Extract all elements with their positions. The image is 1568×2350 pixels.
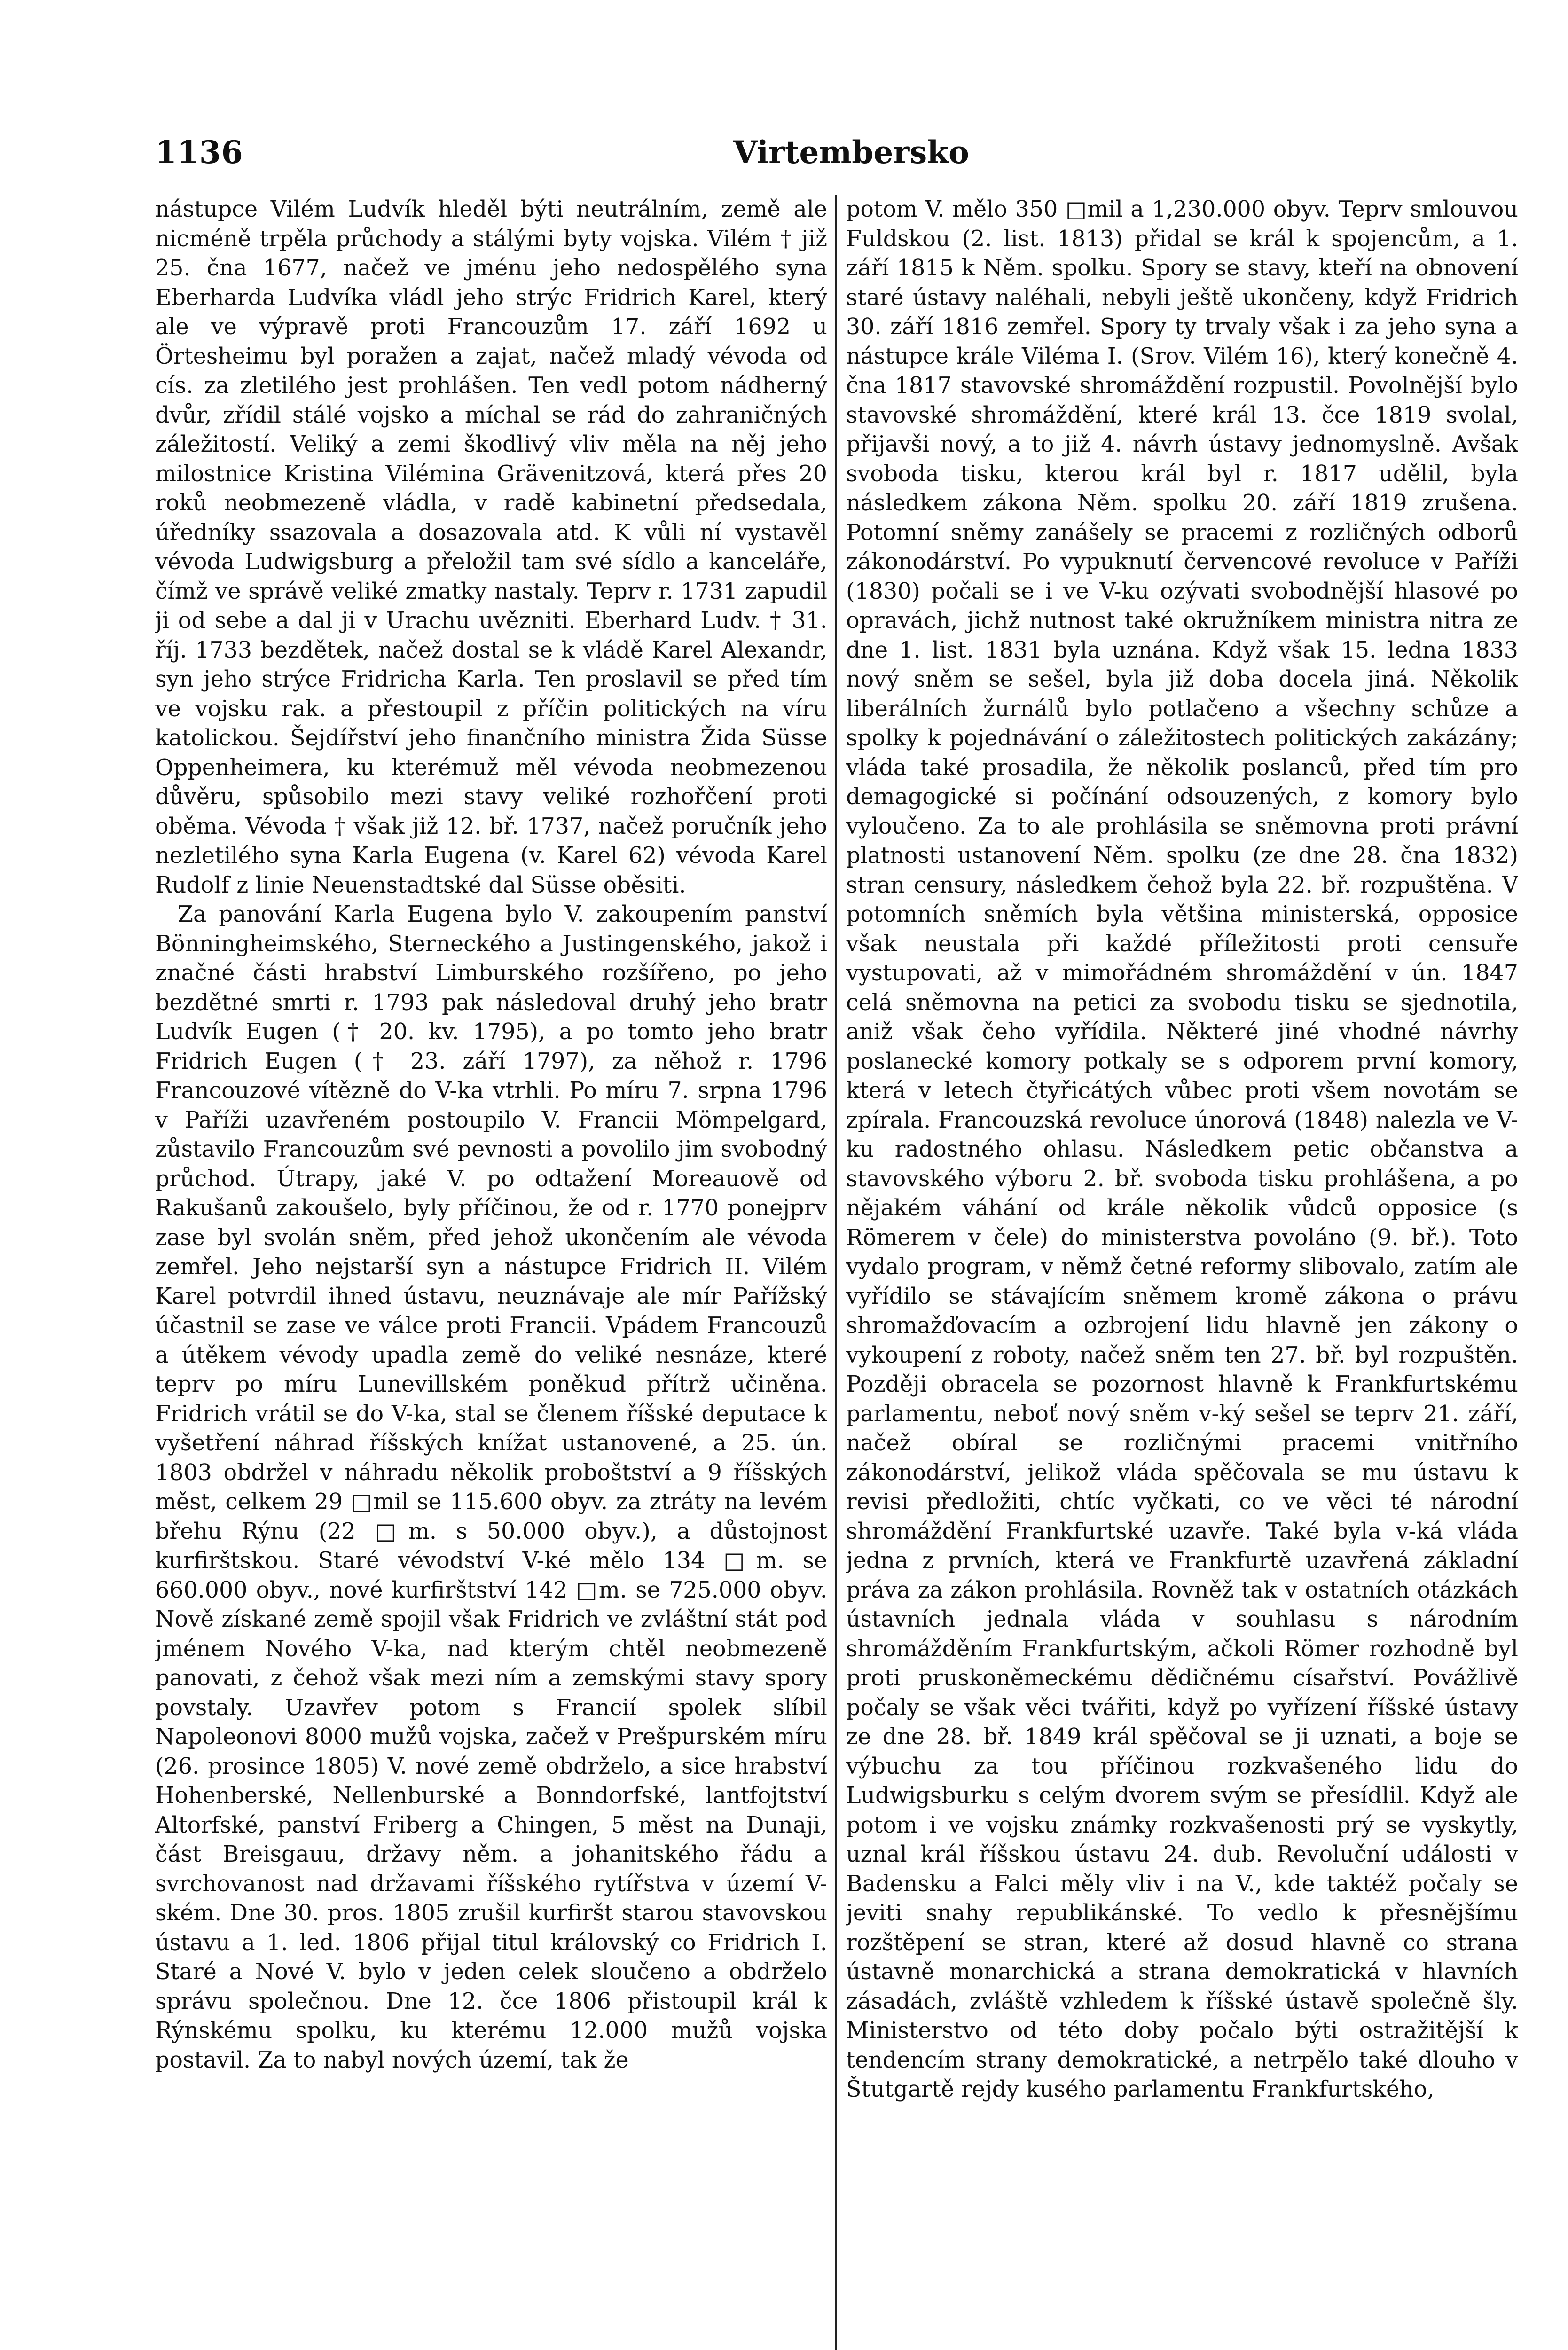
left-column	[155, 195, 827, 2350]
right-column	[846, 195, 1518, 2350]
right-paragraph-1: potom V. mělo 350 □mil a 1,230.000 obyv. Teprv smlouvou Fuldskou (2. list. 1813) přidal se král k spojencům, a 1. září 1815 k Něm. spolku. Spory se stavy, kteří na obnovení staré ústavy naléhali, nebyli ještě ukončeny, když Fridrich 30. září 1816 zemřel. Spory ty trvaly však i za jeho syna a nástupce krále Viléma I. (Srov. Vilém 16), který konečně 4. čna 1817 stavovské shromáždění rozpustil. Povolnější bylo stavovské shromáždění, které král 13. čce 1819 svolal, přijavši nový, a to již 4. návrh ústavy jednomyslně. Avšak svoboda tisku, kterou král byl r. 1817 udělil, byla následkem zákona Něm. spolku 20. září 1819 zrušena. Potomní sněmy zanášely se pracemi z rozličných odborů zákonodárství. Po vypuknutí červencové revoluce v Paříži (1830) počali se i ve V-ku ozývati svobodnější hlasové po opravách, jichž nutnost také okružníkem ministra nitra ze dne 1. list. 1831 byla uznána. Když však 15. ledna 1833 nový sněm se sešel, byla již doba docela jiná. Několik liberálních žurnálů bylo potlačeno a všechny schůze a spolky k pojednávání o záležitostech politických zakázány; vláda také prosadila, že několik poslanců, před tím pro demagogické si počínání odsouzených, z komory bylo vyloučeno. Za to ale prohlásila se sněmovna proti právní platnosti ustanovení Něm. spolku (ze dne 28. čna 1832) stran censury, následkem čehož byla 22. bř. rozpuštěna. V potomních sněmích byla většina ministerská, opposice však neustala při každé příležitosti proti censuře vystupovati, až v mimořádném shromáždění v ún. 1847 celá sněmovna na petici za svobodu tisku se sjednotila, aniž však čeho vyřídila. Některé jiné vhodné návrhy poslanecké komory potkaly se s odporem první komory, která v letech čtyřicátých vůbec proti všem novotám se zpírala. Francouzská revoluce únorová (1848) nalezla ve V-ku radostného ohlasu. Následkem petic občanstva a stavovského výboru 2. bř. svoboda tisku prohlášena, a po nějakém váhání od krále několik vůdců opposice (s Römerem v čele) do ministerstva povoláno (9. bř.). Toto vydalo program, v němž četné reformy slibovalo, zatím ale vyřídilo se stávajícím sněmem kromě zákona o právu shromažďovacím a ozbrojení lidu hlavně jen zákony o vykoupení z roboty, načež sněm ten 27. bř. byl rozpuštěn. Později obracela se pozornost hlavně k Frankfurtskému parlamentu, neboť nový sněm v-ký sešel se teprv 21. září, načež obíral se rozličnými pracemi vnitřního zákonodárství, jelikož vláda spěčovala se mu ústavu k revisi předložiti, chtíc vyčkati, co ve věci té národní shromáždění Frankfurtské uzavře. Také byla v-ká vláda jedna z prvních, která ve Frankfurtě uzavřená základní práva za zákon prohlásila. Rovněž tak v ostatních otázkách ústavních jednala vláda v souhlasu s národním shromážděním Frankfurtským, ačkoli Römer rozhodně byl proti pruskoněmeckému dědičnému císařství. Povážlivě počaly se však věci tvářiti, když po vyřízení říšské ústavy ze dne 28. bř. 1849 král spěčoval se ji uznati, a boje se výbuchu za tou příčinou rozkvašeného lidu do Ludwigsburku s celým dvorem svým se přesídlil. Když ale potom i ve vojsku známky rozkvašenosti prý se vyskytly, uznal král říšskou ústavu 24. dub. Revoluční události v Badensku a Falci měly vliv i na V., kde taktéž počaly se jeviti snahy republikánské. To vedlo k přesnějšímu rozštěpení se stran, které až dosud hlavně co strana ústavně monarchická a strana demokratická v hlavních zásadách, zvláště vzhledem k říšské ústavě společně šly. Ministerstvo od této doby počalo býti ostražitější k tendencím strany demokratické, a netrpělo také dlouho v Štutgartě rejdy kusého parlamentu Frankfurtského,	[846, 196, 1518, 2102]
page-header	[155, 134, 970, 181]
running-title: Virtembersko	[733, 134, 970, 171]
left-paragraph-1: nástupce Vilém Ludvík hleděl býti neutrálním, země ale nicméně trpěla průchody a stálými byty vojska. Vilém † již 25. čna 1677, načež ve jménu jeho nedospělého syna Eberharda Ludvíka vládl jeho strýc Fridrich Karel, který ale ve výpravě proti Francouzům 17. září 1692 u Örtesheimu byl poražen a zajat, načež mladý vévoda od cís. za zletilého jest prohlášen. Ten vedl potom nádherný dvůr, zřídil stálé vojsko a míchal se rád do zahraničných záležitostí. Veliký a zemi škodlivý vliv měla na něj jeho milostnice Kristina Vilémina Grävenitzová, která přes 20 roků neobmezeně vládla, v radě kabinetní předsedala, úředníky ssazovala a dosazovala atd. K vůli ní vystavěl vévoda Ludwigsburg a přeložil tam své sídlo a kanceláře, čímž ve správě veliké zmatky nastaly. Teprv r. 1731 zapudil ji od sebe a dal ji v Urachu uvězniti. Eberhard Ludv. † 31. říj. 1733 bezdětek, načež dostal se k vládě Karel Alexandr, syn jeho strýce Fridricha Karla. Ten proslavil se před tím ve vojsku rak. a přestoupil z příčin politických na víru katolickou. Šejdířství jeho finančního ministra Žida Süsse Oppenheimera, ku kterémuž měl vévoda neobmezenou důvěru, spůsobilo mezi stavy veliké rozhořčení proti oběma. Vévoda † však již 12. bř. 1737, načež poručník jeho nezletilého syna Karla Eugena (v. Karel 62) vévoda Karel Rudolf z linie Neuenstadtské dal Süsse oběsiti.	[155, 196, 827, 898]
page-number: 1136	[155, 134, 243, 171]
column-divider	[835, 195, 837, 2350]
left-paragraph-2: Za panování Karla Eugena bylo V. zakoupením panství Bönningheimského, Sterneckého a Justingenského, jakož i značné části hrabství Limburského rozšířeno, po jeho bezdětné smrti r. 1793 pak následoval druhý jeho bratr Ludvík Eugen († 20. kv. 1795), a po tomto jeho bratr Fridrich Eugen († 23. září 1797), za něhož r. 1796 Francouzové vítězně do V-ka vtrhli. Po míru 7. srpna 1796 v Paříži uzavřeném postoupilo V. Francii Mömpelgard, zůstavilo Francouzům své pevnosti a povolilo jim svobodný průchod. Útrapy, jaké V. po odtažení Moreauově od Rakušanů zakoušelo, byly příčinou, že od r. 1770 ponejprv zase byl svolán sněm, před jehož ukončením ale vévoda zemřel. Jeho nejstarší syn a nástupce Fridrich II. Vilém Karel potvrdil ihned ústavu, neuznávaje ale mír Pařížský účastnil se zase ve válce proti Francii. Vpádem Francouzů a útěkem vévody upadla země do veliké nesnáze, které teprv po míru Lunevillském poněkud přítrž učiněna. Fridrich vrátil se do V-ka, stal se členem říšské deputace k vyšetření náhrad říšských knížat ustanovené, a 25. ún. 1803 obdržel v náhradu několik proboštství a 9 říšských měst, celkem 29 □mil se 115.600 obyv. za ztráty na levém břehu Rýnu (22 □m. s 50.000 obyv.), a důstojnost kurfirštskou. Staré vévodství V-ké mělo 134 □m. se 660.000 obyv., nové kurfirštství 142 □m. se 725.000 obyv. Nově získané země spojil však Fridrich ve zvláštní stát pod jménem Nového V-ka, nad kterým chtěl neobmezeně panovati, z čehož však mezi ním a zemskými stavy spory povstaly. Uzavřev potom s Francií spolek slíbil Napoleonovi 8000 mužů vojska, začež v Prešpurském míru (26. prosince 1805) V. nové země obdrželo, a sice hrabství Hohenberské, Nellenburské a Bonndorfské, lantfojtství Altorfské, panství Friberg a Chingen, 5 měst na Dunaji, část Breisgauu, državy něm. a johanitského řádu a svrchovanost nad državami říšského rytířstva v území V-ském. Dne 30. pros. 1805 zrušil kurfiršt starou stavovskou ústavu a 1. led. 1806 přijal titul královský co Fridrich I. Staré a Nové V. bylo v jeden celek sloučeno a obdrželo správu společnou. Dne 12. čce 1806 přistoupil král k Rýnskému spolku, ku kterému 12.000 mužů vojska postavil. Za to nabyl nových území, tak že	[155, 901, 827, 2073]
